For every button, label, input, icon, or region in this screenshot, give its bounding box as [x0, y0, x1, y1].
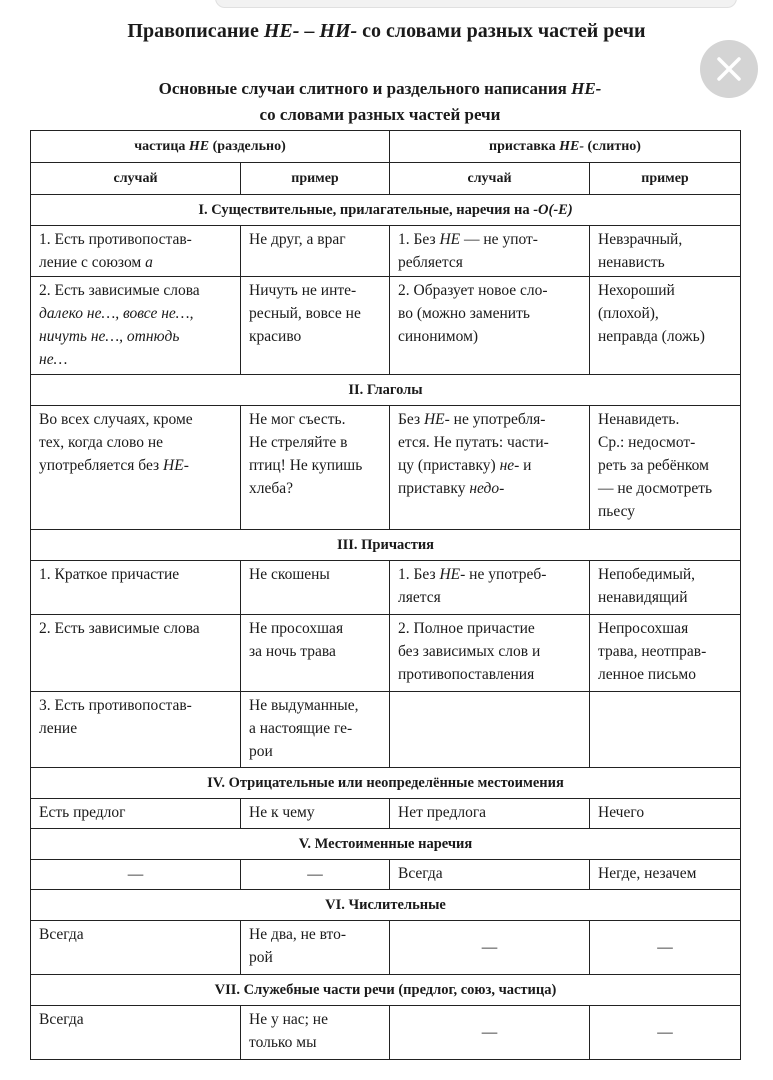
table-cell: Всегда — [31, 921, 241, 975]
table-cell: Не просохшая за ночь трава — [241, 615, 390, 692]
table-cell: Всегда — [31, 1006, 241, 1060]
table-cell: Всегда — [390, 860, 590, 890]
table-row — [31, 1006, 741, 1060]
section-title: VII. Служебные части речи (предлог, союз, частица) — [31, 975, 741, 1006]
table-cell: 1. Есть противопостав- ление с союзом а — [31, 226, 241, 277]
section-title: III. Причастия — [31, 530, 741, 561]
header-case: случай — [390, 163, 590, 195]
section-title: I. Существительные, прилагательные, наречия на -О(-Е) — [31, 195, 741, 226]
table-subheader-row — [31, 163, 741, 195]
table-row — [31, 226, 741, 277]
table-cell: — — [390, 921, 590, 975]
table-cell — [590, 692, 741, 768]
table-cell: 1. Краткое причастие — [31, 561, 241, 615]
table-row — [31, 799, 741, 829]
top-handle — [215, 0, 737, 8]
header-example: пример — [241, 163, 390, 195]
table-cell: — — [590, 921, 741, 975]
section-title: IV. Отрицательные или неопределённые местоимения — [31, 768, 741, 799]
table-row — [31, 615, 741, 692]
table-cell: 2. Есть зависимые слова далеко не…, вовсе не…, ничуть не…, отнюдь не… — [31, 277, 241, 375]
section-title: II. Глаголы — [31, 375, 741, 406]
table-cell: 2. Есть зависимые слова — [31, 615, 241, 692]
section-row — [31, 829, 741, 860]
table-row — [31, 406, 741, 530]
table-cell: Не друг, а враг — [241, 226, 390, 277]
table-cell: Без НЕ- не употребля- ется. Не путать: части- цу (приставку) не- и приставку недо- — [390, 406, 590, 530]
section-row — [31, 975, 741, 1006]
section-row — [31, 768, 741, 799]
table-row — [31, 860, 741, 890]
table-cell: Нет предлога — [390, 799, 590, 829]
table-cell: 1. Без НЕ- не употреб- ляется — [390, 561, 590, 615]
table-cell: Не выдуманные, а настоящие ге- рои — [241, 692, 390, 768]
section-title: VI. Числительные — [31, 890, 741, 921]
table-row — [31, 277, 741, 375]
table-cell: 1. Без НЕ — не упот- ребляется — [390, 226, 590, 277]
page-subtitle: Основные случаи слитного и раздельного написания НЕ- со словами разных частей речи — [158, 79, 602, 124]
section-row — [31, 530, 741, 561]
table-cell: Не скошены — [241, 561, 390, 615]
section-title: V. Местоименные наречия — [31, 829, 741, 860]
table-cell: 2. Полное причастие без зависимых слов и противопоставления — [390, 615, 590, 692]
header-prefix: приставка НЕ- (слитно) — [390, 131, 741, 163]
section-row — [31, 890, 741, 921]
table-cell: — — [31, 860, 241, 890]
table-cell: 3. Есть противопостав- ление — [31, 692, 241, 768]
table-cell: Не два, не вто- рой — [241, 921, 390, 975]
table-cell: Ненавидеть. Ср.: недосмот- реть за ребёнком — не досмотреть пьесу — [590, 406, 741, 530]
close-icon — [716, 56, 742, 82]
table-cell: — — [241, 860, 390, 890]
table-cell: Невзрачный, ненависть — [590, 226, 741, 277]
table-cell: Есть предлог — [31, 799, 241, 829]
table-cell — [390, 692, 590, 768]
table-row — [31, 561, 741, 615]
table-cell: — — [390, 1006, 590, 1060]
section-row — [31, 375, 741, 406]
table-cell: 2. Образует новое сло- во (можно заменить синонимом) — [390, 277, 590, 375]
table-cell: Не к чему — [241, 799, 390, 829]
table-cell: Не мог съесть. Не стреляйте в птиц! Не купишь хлеба? — [241, 406, 390, 530]
table-header-row — [31, 131, 741, 163]
table-cell: Ничуть не инте- ресный, вовсе не красиво — [241, 277, 390, 375]
header-case: случай — [31, 163, 241, 195]
table-cell: Нехороший (плохой), неправда (ложь) — [590, 277, 741, 375]
section-row — [31, 195, 741, 226]
table-cell: Не у нас; не только мы — [241, 1006, 390, 1060]
table-row — [31, 921, 741, 975]
table-cell: Нечего — [590, 799, 741, 829]
table-cell: Непобедимый, ненавидящий — [590, 561, 741, 615]
table-cell: Непросохшая трава, неотправ- ленное письмо — [590, 615, 741, 692]
page-title: Правописание НЕ- – НИ- со словами разных частей речи — [127, 20, 646, 42]
close-button[interactable] — [700, 40, 758, 98]
table-cell: Во всех случаях, кроме тех, когда слово не употребляется без НЕ- — [31, 406, 241, 530]
header-particle: частица НЕ (раздельно) — [31, 131, 390, 163]
spelling-table — [30, 130, 741, 1060]
header-example: пример — [590, 163, 741, 195]
table-row — [31, 692, 741, 768]
table-cell: Негде, незачем — [590, 860, 741, 890]
table-cell: — — [590, 1006, 741, 1060]
